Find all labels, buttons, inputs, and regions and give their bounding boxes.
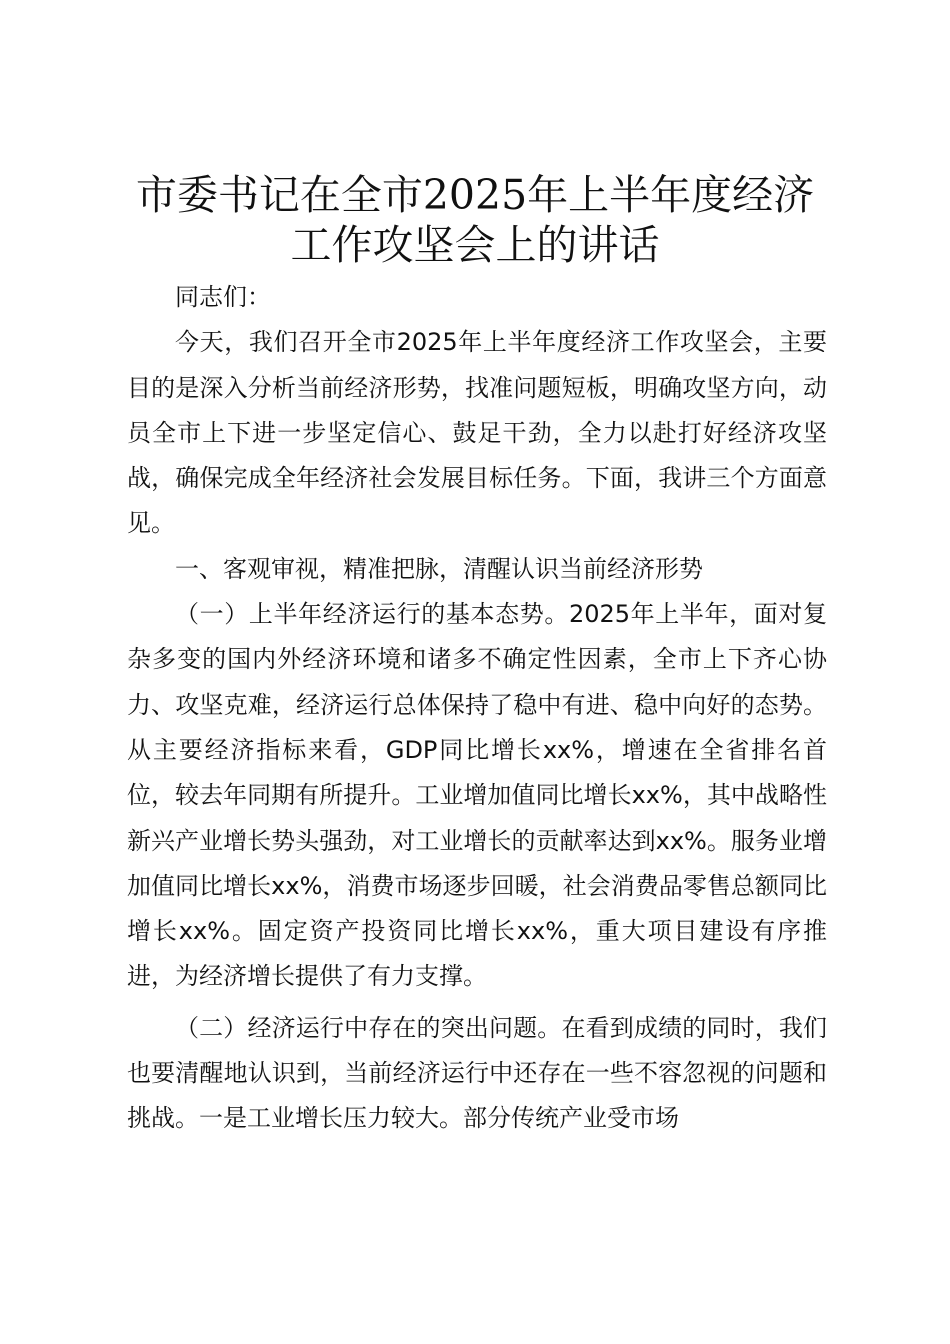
salutation: 同志们：	[175, 283, 271, 311]
title-line-2: 工作攻坚会上的讲话	[290, 221, 660, 269]
section-heading-1: 一、客观审视，精准把脉，清醒认识当前经济形势	[175, 554, 703, 583]
document-body	[127, 275, 827, 1142]
title-line-1: 市委书记在全市2025年上半年度经济	[135, 171, 815, 219]
paragraph-intro: 今天，我们召开全市2025年上半年度经济工作攻坚会，主要目的是深入分析当前经济形势，找准问题短板，明确攻坚方向，动员全市上下进一步坚定信心、鼓足干劲，全力以赴打好经济攻坚战，确保完成全年经济社会发展目标任务。下面，我讲三个方面意见。	[127, 328, 827, 538]
document-title	[100, 170, 850, 270]
paragraph-subsection-2: （二）经济运行中存在的突出问题。在看到成绩的同时，我们也要清醒地认识到，当前经济运行中还存在一些不容忽视的问题和挑战。一是工业增长压力较大。部分传统产业受市场	[127, 1013, 827, 1133]
paragraph-subsection-1: （一）上半年经济运行的基本态势。2025年上半年，面对复杂多变的国内外经济环境和诸多不确定性因素，全市上下齐心协力、攻坚克难，经济运行总体保持了稳中有进、稳中向好的态势。从主要经济指标来看，GDP同比增长xx%，增速在全省排名首位，较去年同期有所提升。工业增加值同比增长xx%，其中战略性新兴产业增长势头强劲，对工业增长的贡献率达到xx%。服务业增加值同比增长xx%，消费市场逐步回暖，社会消费品零售总额同比增长xx%。固定资产投资同比增长xx%，重大项目建设有序推进，为经济增长提供了有力支撑。	[127, 600, 827, 991]
